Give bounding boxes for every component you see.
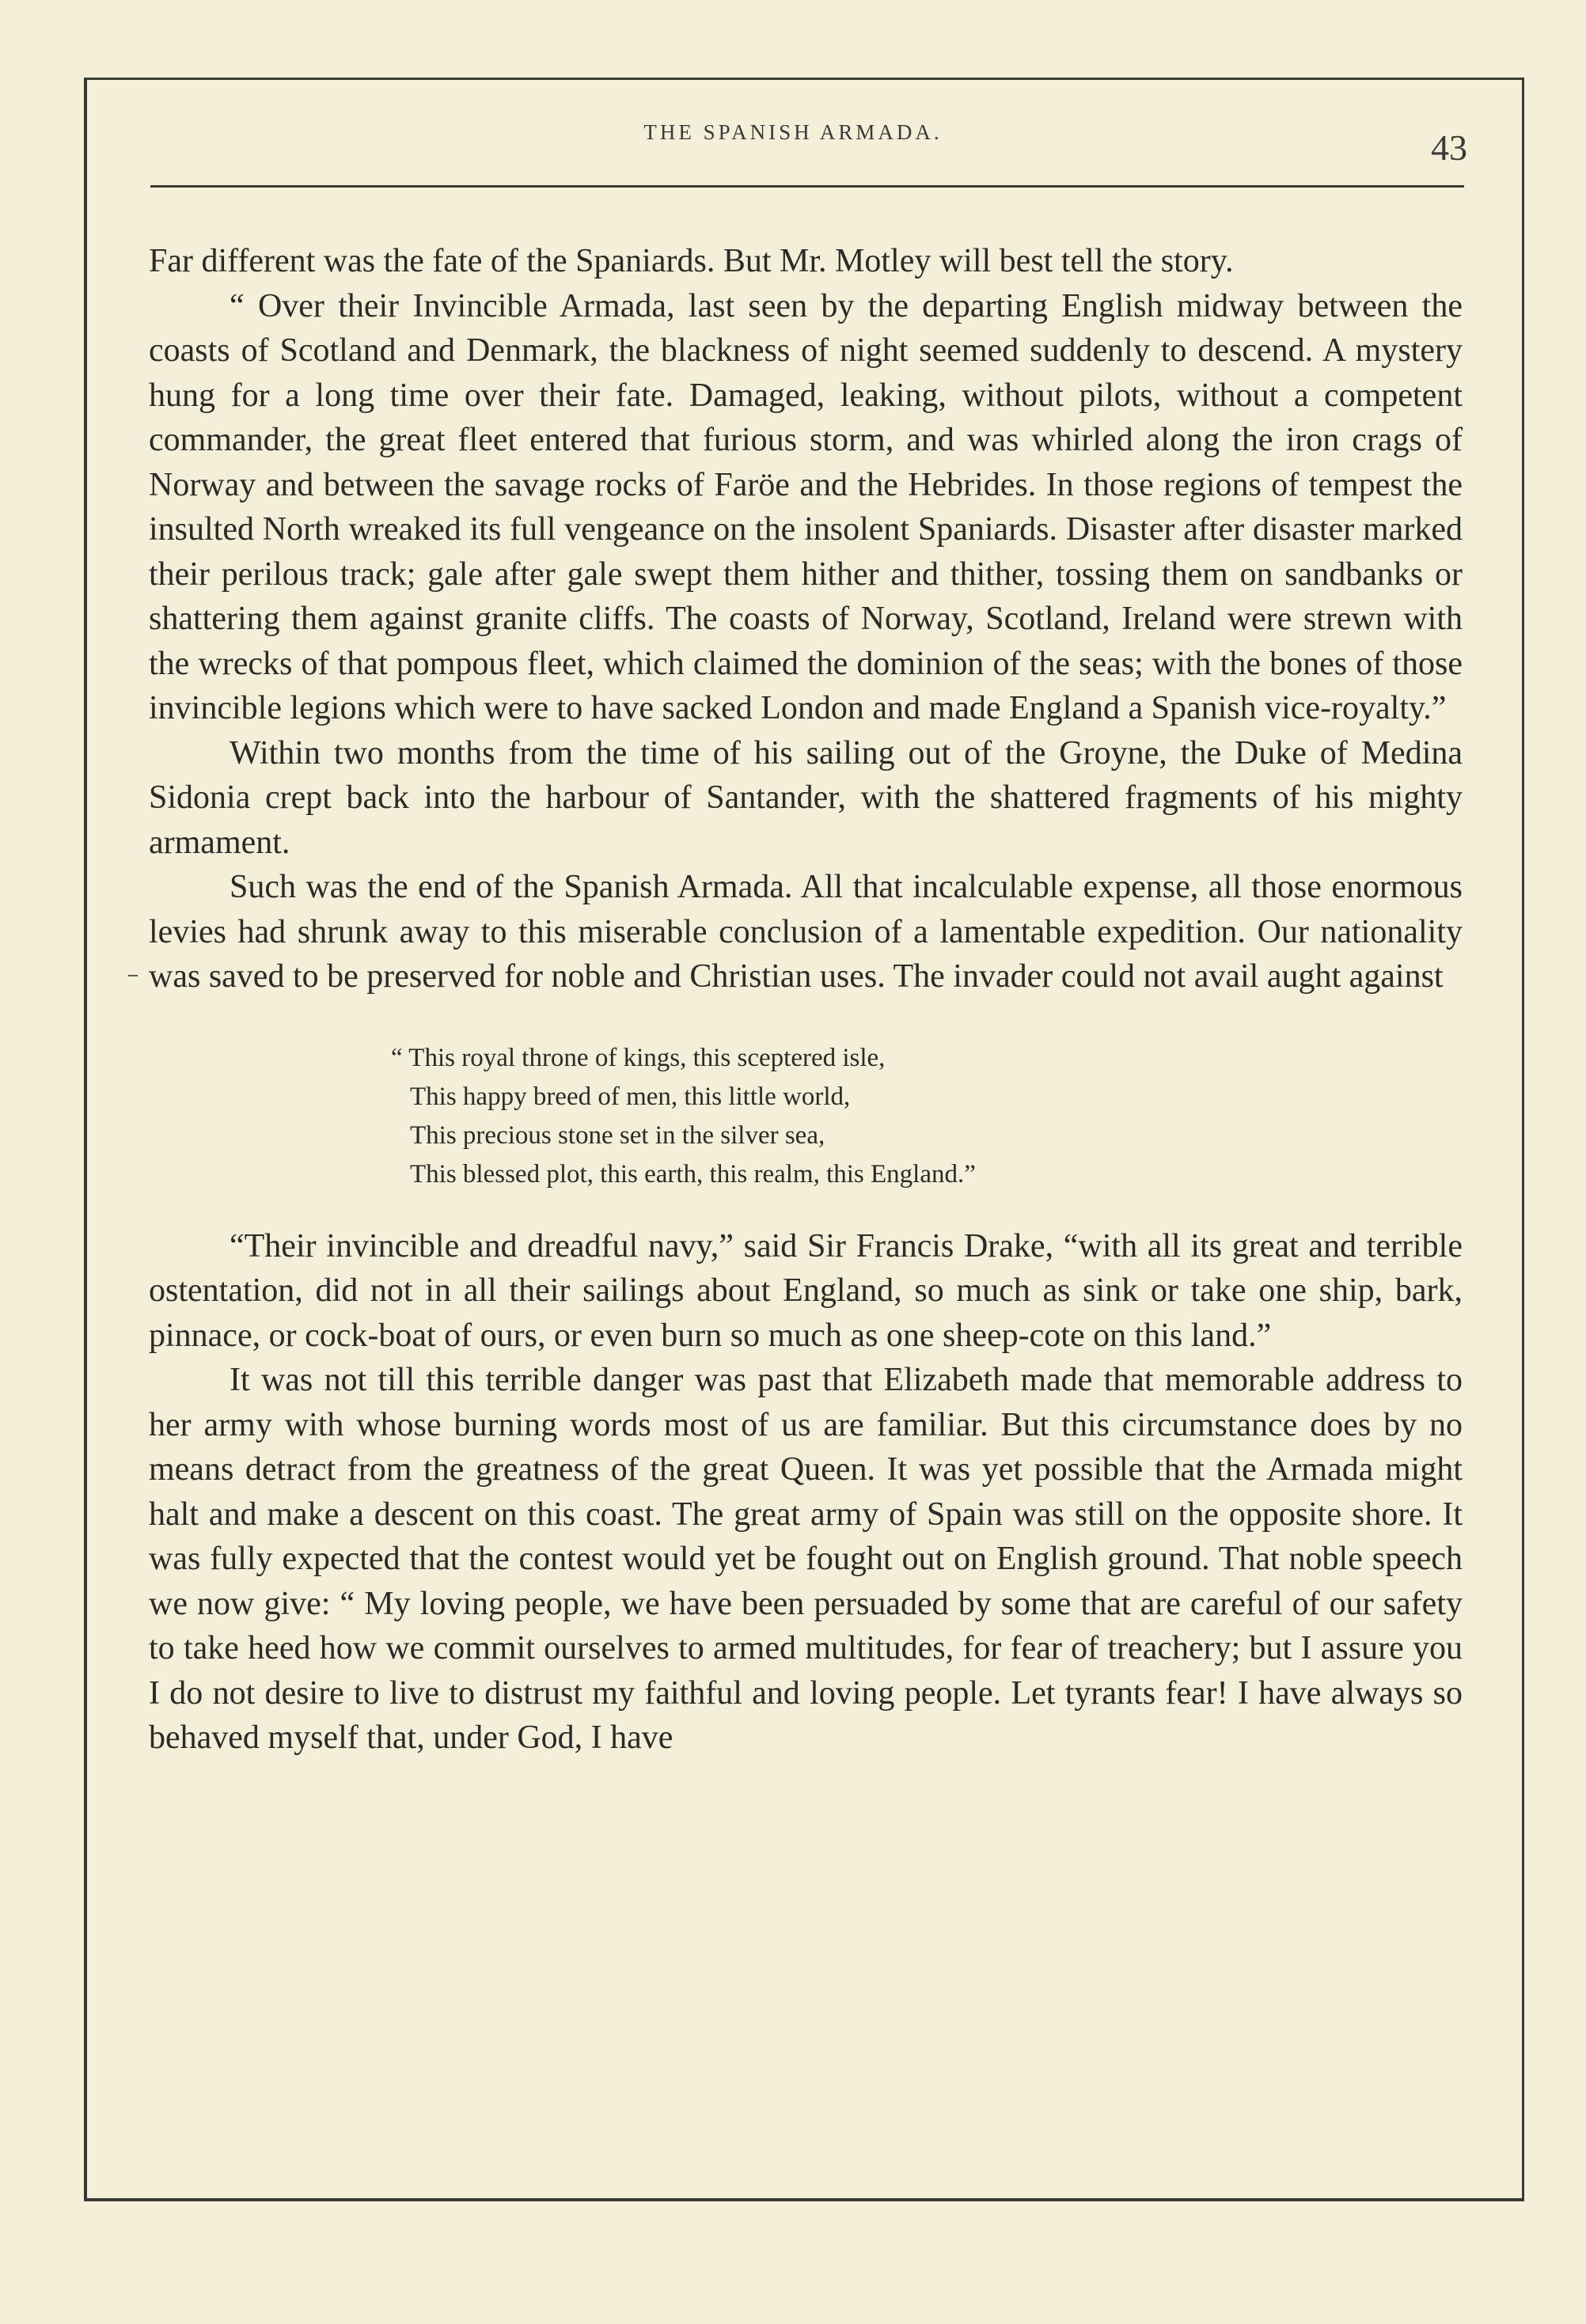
- verse-line: This blessed plot, this earth, this realm, this England.”: [410, 1159, 976, 1189]
- paragraph: Within two months from the time of his sailing out of the Groyne, the Duke of Medina Sidonia crept back into the harbour of Santander, with the shattered fragments of his mighty armament.: [149, 734, 1463, 861]
- paragraph: “Their invincible and dreadful navy,” said Sir Francis Drake, “with all its great and terrible ostentation, did not in all their sailings about England, so much as sink or take one ship, bark, pinnace, or cock-boat of ours, or even burn so much as one sheep-cote on this land.”: [149, 1227, 1463, 1354]
- verse-quotation: [149, 1039, 1463, 1194]
- verse-line: This happy breed of men, this little world,: [410, 1082, 851, 1111]
- page-number: 43: [1431, 127, 1467, 168]
- margin-mark: [128, 975, 138, 976]
- paragraph: Far different was the fate of the Spaniards. But Mr. Motley will best tell the story.: [149, 243, 1234, 279]
- running-head: THE SPANISH ARMADA.: [643, 120, 943, 144]
- verse-line: “ This royal throne of kings, this sceptered isle,: [391, 1043, 886, 1072]
- paragraph: It was not till this terrible danger was past that Elizabeth made that memorable address to her army with whose burning words most of us are familiar. But this circumstance does by no means detract from the greatness of the great Queen. It was yet possible that the Armada might halt and make a descent on this coast. The great army of Spain was still on the opposite shore. It was fully expected that the contest would yet be fought out on English ground. That noble speech we now give: “ My loving people, we have been persuaded by some that are careful of our safety to take heed how we commit ourselves to armed multitudes, for fear of treachery; but I assure you I do not desire to live to distrust my faithful and loving people. Let tyrants fear! I have always so behaved myself that, under God, I have: [149, 1362, 1463, 1756]
- paragraph: “ Over their Invincible Armada, last seen by the departing English midway between the coasts of Scotland and Denmark, the blackness of night seemed suddenly to descend. A mystery hung for a long time over their fate. Damaged, leaking, without pilots, without a competent commander, the great fleet entered that furious storm, and was whirled along the iron crags of Norway and between the savage rocks of Faröe and the Hebrides. In those regions of tempest the insulted North wreaked its full vengeance on the insolent Spaniards. Disaster after disaster marked their perilous track; gale after gale swept them hither and thither, tossing them on sandbanks or shattering them against granite cliffs. The coasts of Norway, Scotland, Ireland were strewn with the wrecks of that pompous fleet, which claimed the dominion of the seas; with the bones of those invincible legions which were to have sacked London and made England a Spanish vice-royalty.”: [149, 287, 1463, 726]
- paragraph: Such was the end of the Spanish Armada. All that incalculable expense, all those enormous levies had shrunk away to this miserable conclusion of a lamentable expedition. Our nationality was saved to be preserved for noble and Christian uses. The invader could not avail aught against: [149, 869, 1463, 995]
- main-text: [149, 239, 1463, 1761]
- header-rule: [150, 185, 1464, 188]
- verse-line: This precious stone set in the silver sea,: [410, 1120, 825, 1150]
